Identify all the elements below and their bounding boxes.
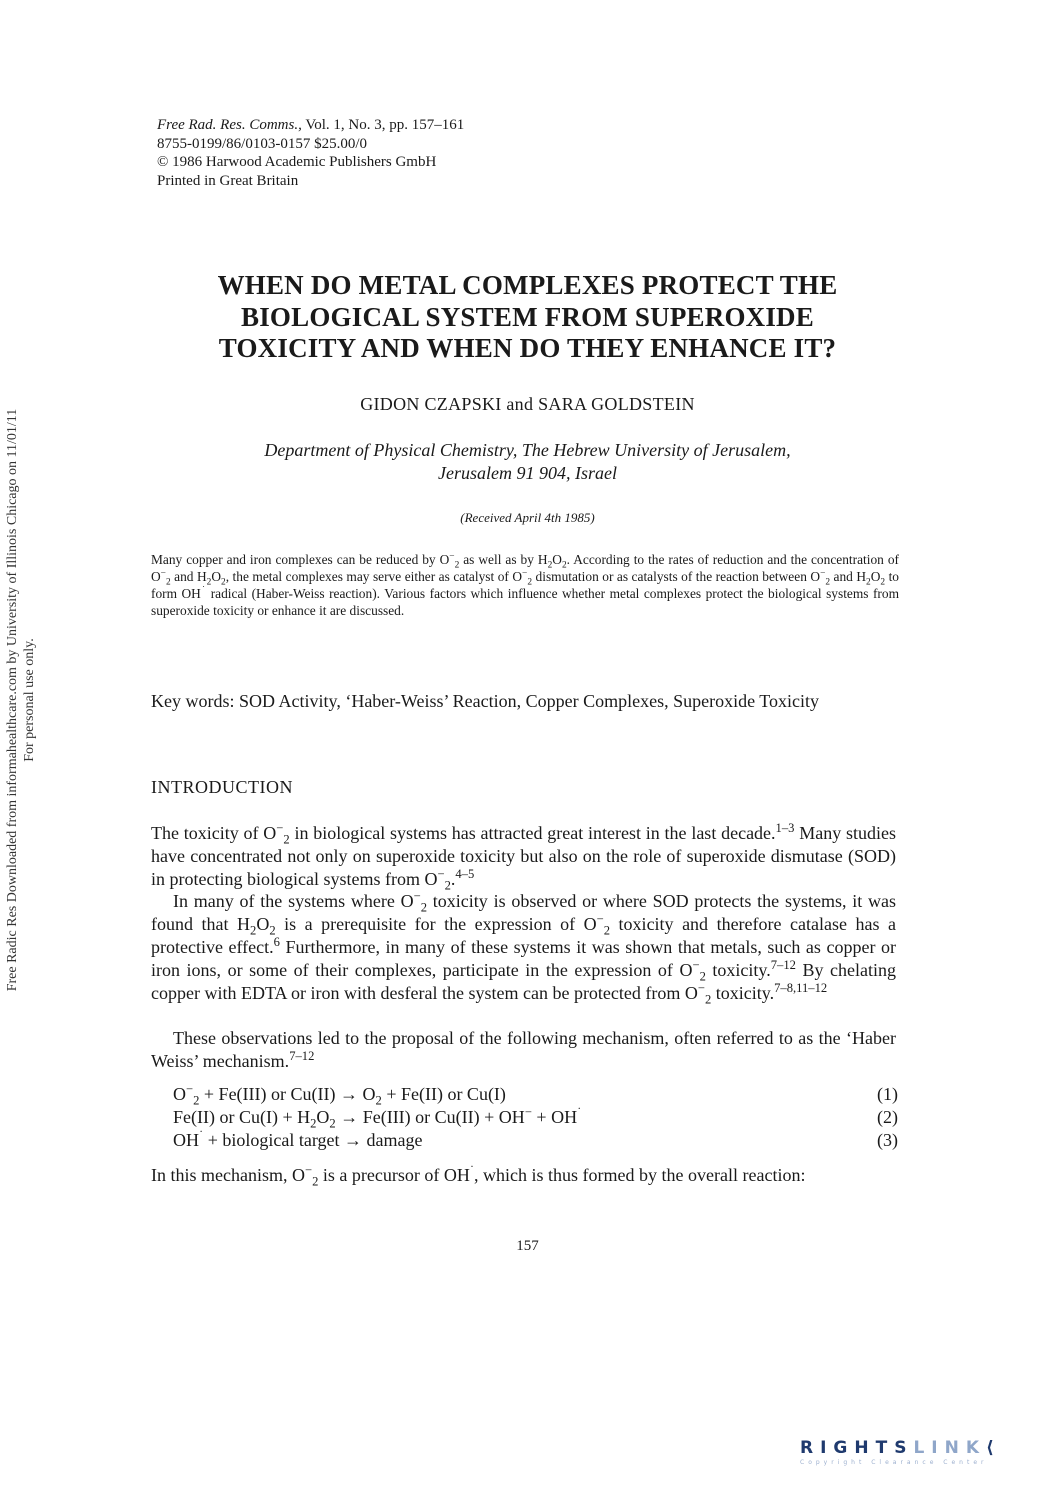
journal-citation <box>157 116 464 190</box>
intro-paragraph-4: In this mechanism, $O^-_2$ is a precursor of OH˙, which is thus formed by the overall reaction: <box>151 1163 806 1189</box>
authors: GIDON CZAPSKI and SARA GOLDSTEIN <box>360 394 695 414</box>
intro-paragraph-2: In many of the systems where $O^-_2$ toxicity is observed or where SOD protects the systems, it was found that $H_2O_2$ is a prerequisite for the expression of $O^-_2$ toxicity and therefore catalase has a protective effect.$^6$ Furthermore, in many of these systems it was shown that metals, such as copper or iron ions, or some of their complexes, participate in the expression of $O^-_2$ toxicity.$^{7-12}$ By chelating copper with EDTA or iron with desferal the system can be protected from $O^-_2$ toxicity.$^{7-8,11-12}$ <box>151 889 897 1007</box>
journal-copyright: © 1986 Harwood Academic Publishers GmbH <box>157 154 437 170</box>
watermark-line-2: For personal use only. <box>22 638 37 762</box>
abstract: Many copper and iron complexes can be reduced by $O^-_2$ as well as by $H_2O_2$. According to the rates of reduction and the concentration of $O^-_2$ and $H_2O_2$, the metal complexes may serve either as catalyst of $O^-_2$ dismutation or as catalysts of the reaction between $O^-_2$ and $H_2O_2$ to form OH˙ radical (Haber-Weiss reaction). Various factors which influence whether metal complexes protect the biological systems from superoxide toxicity or enhance it are discussed. <box>151 551 900 618</box>
logo-mark-icon: ⟨ <box>986 1438 1001 1458</box>
journal-code: 8755-0199/86/0103-0157 $25.00/0 <box>157 135 367 152</box>
title-line-2: BIOLOGICAL SYSTEM FROM SUPEROXIDE <box>241 301 814 332</box>
affiliation-line-1: Department of Physical Chemistry, The Hebrew University of Jerusalem, <box>264 440 791 460</box>
equation-number-1: (1) <box>877 1084 898 1104</box>
equation-2: Fe(II) or $Cu(I) + H_2O_2 \to Fe(III)$ or Cu(II) + OH− + OH˙ (2) <box>173 1105 898 1131</box>
keywords: Key words: SOD Activity, ‘Haber-Weiss’ Reaction, Copper Complexes, Superoxide Toxicity <box>151 691 819 711</box>
equation-block <box>173 1083 898 1152</box>
equation-number-2: (2) <box>877 1107 898 1127</box>
title-line-3: TOXICITY AND WHEN DO THEY ENHANCE IT? <box>218 333 837 363</box>
journal-volume: Vol. 1, No. 3, pp. 157–161 <box>301 117 465 133</box>
received-date: (Received April 4th 1985) <box>460 510 595 525</box>
intro-paragraph-1: The toxicity of $O^-_2$ in biological systems has attracted great interest in the last decade.$^{1-3}$ Many studies have concentrated not only on superoxide toxicity but also on the role of superoxide dismutase (SOD) in protecting biological systems from $O^-_2.^{4-5}$ <box>151 821 896 893</box>
watermark-line-1: Free Radic Res Downloaded from informahealthcare.com by University of Illinois Chicago on 11/01/11 <box>5 408 20 992</box>
page-number: 157 <box>516 1238 539 1254</box>
affiliation-line-2: Jerusalem 91 904, Israel <box>438 463 617 483</box>
equation-3: OH˙ + biological target → damage (3) <box>173 1128 898 1150</box>
equation-number-3: (3) <box>877 1130 898 1150</box>
equation-1: $O^-_2 + Fe(III)$ or $Cu(II) \to O_2 + Fe(II)$ or Cu(I) (1) <box>173 1082 898 1108</box>
section-heading-introduction: INTRODUCTION <box>151 777 293 797</box>
paper-title <box>100 270 955 365</box>
intro-paragraph-3: These observations led to the proposal of the following mechanism, often referred to as the ‘Haber Weiss’ mechanism.$^{7-12}$ <box>151 1028 896 1071</box>
rightslink-logo[interactable] <box>800 1438 1040 1476</box>
journal-name: Free Rad. Res. Comms., <box>157 117 302 133</box>
title-line-1: WHEN DO METAL COMPLEXES PROTECT THE <box>217 270 838 300</box>
logo-text-light: LINK <box>913 1438 986 1458</box>
download-watermark <box>4 310 40 1090</box>
affiliation <box>100 439 955 485</box>
journal-printed: Printed in Great Britain <box>157 172 299 189</box>
logo-text-dark: RIGHTS <box>800 1438 914 1458</box>
logo-subtitle: Copyright Clearance Center <box>800 1459 988 1466</box>
